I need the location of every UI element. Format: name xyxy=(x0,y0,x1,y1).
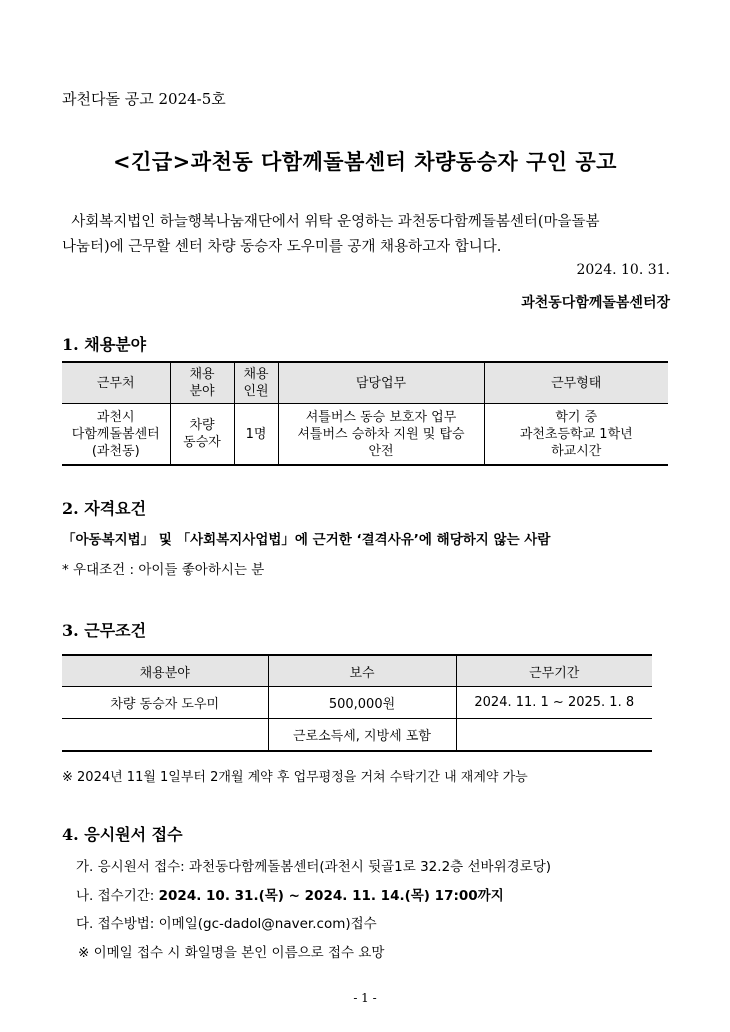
header-pay: 보수 xyxy=(268,655,456,687)
page-title: <긴급>과천동 다함께돌봄센터 차량동승자 구인 공고 xyxy=(113,149,617,174)
header-period: 근무기간 xyxy=(456,655,652,687)
cell-field: 차량 동승자 도우미 xyxy=(62,687,268,719)
cell-empty xyxy=(62,719,268,752)
cell-pay: 500,000원 xyxy=(268,687,456,719)
intro-line-2: 나눔터)에 근무할 센터 차량 동승자 도우미를 공개 채용하고자 합니다. xyxy=(62,239,502,255)
cell-type: 학기 중 과천초등학교 1학년 하교시간 xyxy=(484,404,668,466)
table-row xyxy=(62,687,652,719)
apply-note: ※ 이메일 접수 시 화일명을 본인 이름으로 접수 요망 xyxy=(78,945,385,961)
cell-count: 1명 xyxy=(234,404,278,466)
preference-text: * 우대조건 : 아이들 좋아하시는 분 xyxy=(62,562,265,578)
contract-note: ※ 2024년 11월 1일부터 2개월 계약 후 업무평정을 거쳐 수탁기간 내 재계약 가능 xyxy=(62,770,528,785)
apply-period: 나. 접수기간: 2024. 10. 31.(목) ~ 2024. 11. 14.(목) 17:00까지 xyxy=(76,888,504,904)
cell-duty: 셔틀버스 동승 보호자 업무 셔틀버스 승하차 지원 및 탑승 안전 xyxy=(278,404,484,466)
table-header-row xyxy=(62,362,668,404)
header-count: 채용 인원 xyxy=(234,362,278,404)
section-4-heading: 4. 응시원서 접수 xyxy=(62,825,183,844)
table-row xyxy=(62,404,668,466)
intro-line-1: 사회복지법인 하늘행복나눔재단에서 위탁 운영하는 과천동다함께돌봄센터(마을돌봄 xyxy=(71,214,600,230)
header-field: 채용 분야 xyxy=(170,362,234,404)
table-header-row xyxy=(62,655,652,687)
apply-method: 다. 접수방법: 이메일(gc-dadol@naver.com)접수 xyxy=(76,916,377,932)
section-2-heading: 2. 자격요건 xyxy=(62,499,147,518)
cell-field: 차량 동승자 xyxy=(170,404,234,466)
header-field: 채용분야 xyxy=(62,655,268,687)
conditions-table xyxy=(62,654,652,752)
notice-date: 2024. 10. 31. xyxy=(576,262,670,278)
cell-workplace: 과천시 다함께돌봄센터 (과천동) xyxy=(62,404,170,466)
requirement-text: 「아동복지법」 및 「사회복지사업법」에 근거한 ‘결격사유’에 해당하지 않는 사람 xyxy=(62,532,551,548)
intro-paragraph xyxy=(62,210,672,260)
notice-number: 과천다돌 공고 2024-5호 xyxy=(62,90,226,108)
cell-pay-note: 근로소득세, 지방세 포함 xyxy=(268,719,456,752)
header-workplace: 근무처 xyxy=(62,362,170,404)
apply-location: 가. 응시원서 접수: 과천동다함께돌봄센터(과천시 뒷골1로 32.2층 선바위경로당) xyxy=(76,859,551,875)
header-type: 근무형태 xyxy=(484,362,668,404)
cell-period: 2024. 11. 1 ~ 2025. 1. 8 xyxy=(456,687,652,719)
section-3-heading: 3. 근무조건 xyxy=(62,621,147,640)
issuer: 과천동다함께돌봄센터장 xyxy=(521,295,670,311)
table-row xyxy=(62,719,652,752)
section-1-heading: 1. 채용분야 xyxy=(62,335,147,354)
header-duty: 담당업무 xyxy=(278,362,484,404)
cell-empty xyxy=(456,719,652,752)
page-number: - 1 - xyxy=(353,991,377,1005)
recruitment-table xyxy=(62,361,668,466)
